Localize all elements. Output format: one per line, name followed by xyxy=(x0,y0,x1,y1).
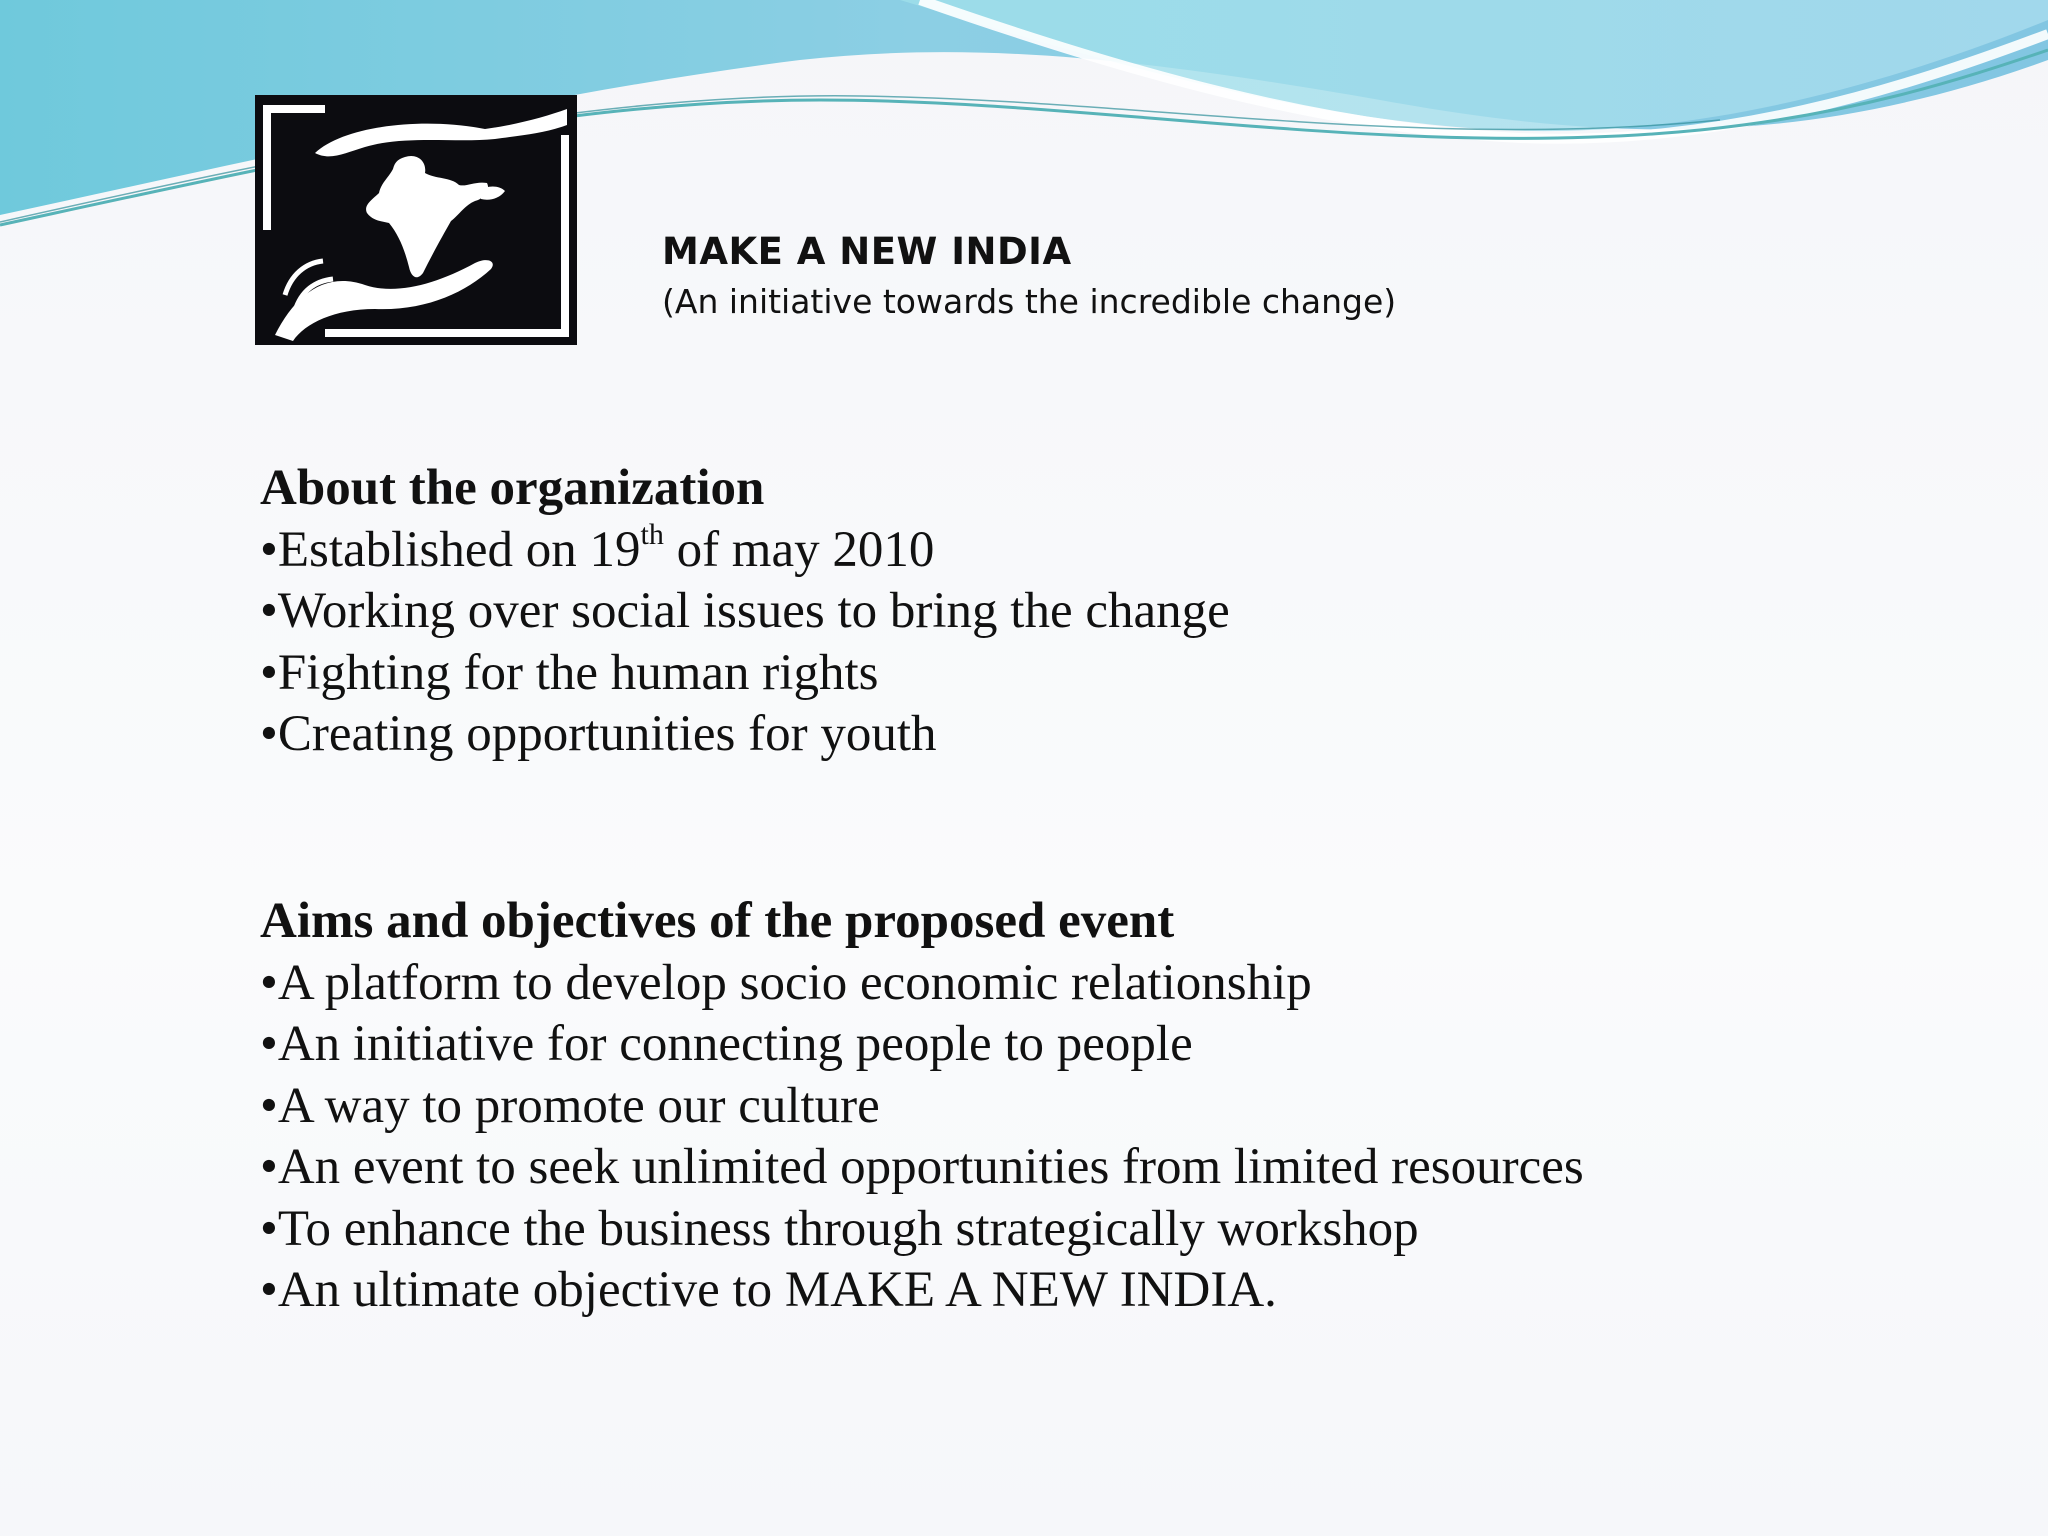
list-item: •A platform to develop socio economic relationship xyxy=(260,954,1312,1011)
aims-heading: Aims and objectives of the proposed event xyxy=(260,893,1175,949)
aims-section xyxy=(260,891,1584,1322)
list-item: •An initiative for connecting people to people xyxy=(260,1016,1193,1072)
about-heading: About the organization xyxy=(260,460,765,516)
list-item: •Creating opportunities for youth xyxy=(260,706,937,762)
list-item: •To enhance the business through strategically workshop xyxy=(260,1200,1419,1257)
established-prefix: •Established on 19 xyxy=(260,521,641,578)
list-item xyxy=(260,517,1230,582)
india-map-cupped-hands-icon xyxy=(255,95,577,345)
about-list xyxy=(260,517,1230,766)
list-item: •An event to seek unlimited opportunities from limited resources xyxy=(260,1139,1584,1195)
list-item: •An ultimate objective to MAKE A NEW INDIA. xyxy=(260,1262,1277,1318)
logo xyxy=(255,95,577,345)
organization-title: MAKE A NEW INDIA xyxy=(662,230,1072,273)
list-item: •Working over social issues to bring the change xyxy=(260,583,1230,639)
aims-list xyxy=(260,953,1584,1322)
organization-subtitle: (An initiative towards the incredible change) xyxy=(662,282,1397,321)
about-section xyxy=(260,458,1230,766)
established-rest: of may 2010 xyxy=(663,521,935,578)
list-item: •Fighting for the human rights xyxy=(260,644,879,701)
list-item: •A way to promote our culture xyxy=(260,1077,880,1134)
established-suffix: th xyxy=(640,517,664,551)
